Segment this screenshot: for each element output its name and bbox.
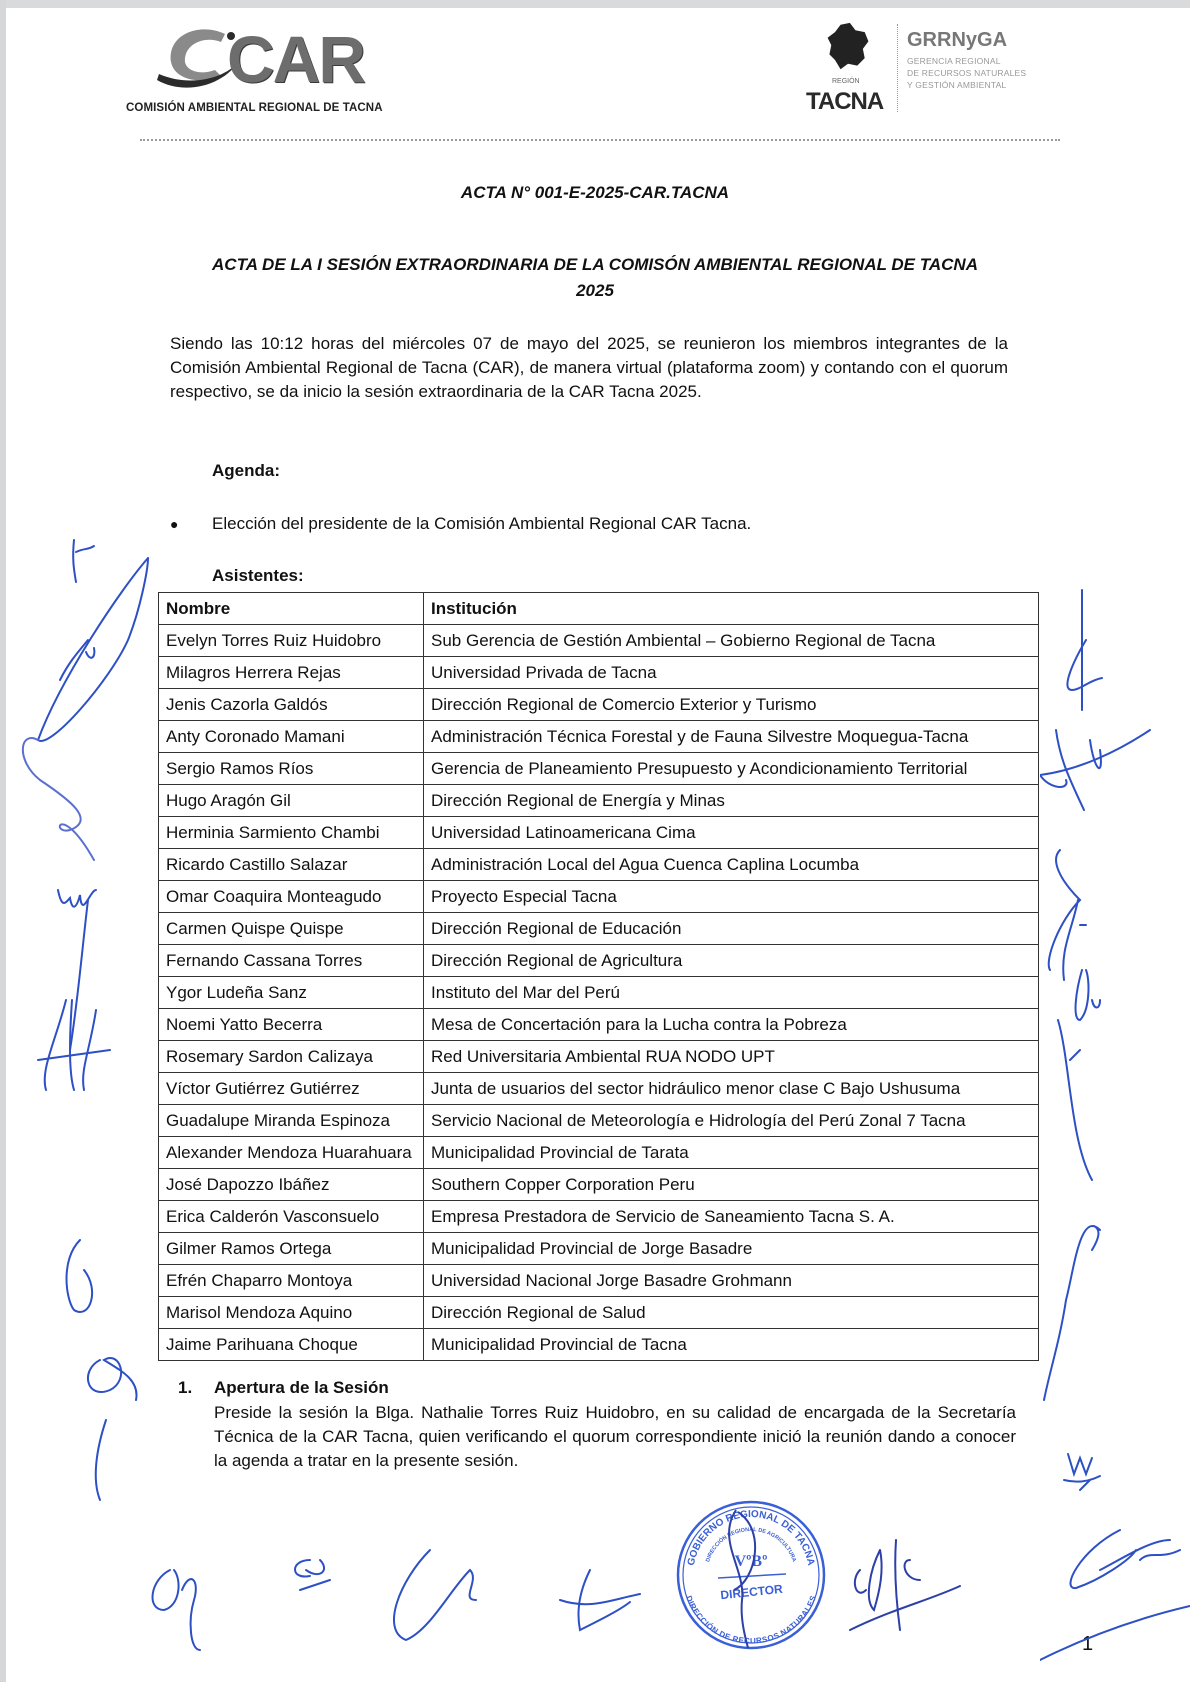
signature-mark	[88, 1358, 137, 1400]
attendees-heading: Asistentes:	[212, 566, 304, 585]
table-row	[159, 625, 1039, 657]
table-row	[159, 1201, 1039, 1233]
margin-signatures-left	[0, 530, 150, 1250]
attendee-institution: Red Universitaria Ambiental RUA NODO UPT	[424, 1041, 1039, 1073]
attendee-institution: Junta de usuarios del sector hidráulico menor clase C Bajo Ushusuma	[424, 1073, 1039, 1105]
table-row	[159, 753, 1039, 785]
attendee-name: Rosemary Sardon Calizaya	[159, 1041, 424, 1073]
attendee-name: Omar Coaquira Monteagudo	[159, 881, 424, 913]
signature-mark	[73, 540, 94, 582]
official-stamp	[676, 1500, 826, 1650]
office-line: GERENCIA REGIONAL	[907, 56, 1001, 66]
signature-mark	[560, 1570, 640, 1630]
attendee-name: Milagros Herrera Rejas	[159, 657, 424, 689]
table-row	[159, 881, 1039, 913]
attendee-institution: Dirección Regional de Salud	[424, 1297, 1039, 1329]
header-divider	[140, 139, 1060, 141]
table-row	[159, 1233, 1039, 1265]
attendee-name: Sergio Ramos Ríos	[159, 753, 424, 785]
signature-mark	[23, 738, 94, 860]
letterhead	[0, 0, 1190, 145]
section-title: Apertura de la Sesión	[214, 1378, 389, 1397]
signature-mark	[60, 640, 94, 680]
attendee-institution: Empresa Prestadora de Servicio de Saneamiento Tacna S. A.	[424, 1201, 1039, 1233]
region-label: REGIÓN	[832, 78, 860, 85]
attendee-institution: Universidad Latinoamericana Cima	[424, 817, 1039, 849]
attendee-name: Ygor Ludeña Sanz	[159, 977, 424, 1009]
stamp-inner-top: DIRECCIÓN REGIONAL DE AGRICULTURA	[705, 1526, 797, 1563]
attendee-name: Carmen Quispe Quispe	[159, 913, 424, 945]
signature-mark	[1076, 970, 1100, 1020]
margin-signatures-left-lower	[40, 1230, 160, 1510]
document-title: ACTA DE LA I SESIÓN EXTRAORDINARIA DE LA COMISÓN AMBIENTAL REGIONAL DE TACNA	[212, 255, 978, 274]
region-name: TACNA	[806, 88, 884, 115]
document-title-year: 2025	[576, 281, 614, 300]
attendee-institution: Dirección Regional de Energía y Minas	[424, 785, 1039, 817]
table-header-row	[159, 593, 1039, 625]
attendee-institution: Southern Copper Corporation Peru	[424, 1169, 1039, 1201]
document-number: ACTA N° 001-E-2025-CAR.TACNA	[460, 183, 730, 202]
table-row	[159, 817, 1039, 849]
attendee-name: Hugo Aragón Gil	[159, 785, 424, 817]
attendee-name: José Dapozzo Ibáñez	[159, 1169, 424, 1201]
attendee-name: Marisol Mendoza Aquino	[159, 1297, 424, 1329]
agenda-item	[170, 513, 751, 535]
table-row	[159, 913, 1039, 945]
attendee-name: Efrén Chaparro Montoya	[159, 1265, 424, 1297]
table-row	[159, 1105, 1039, 1137]
attendee-institution: Dirección Regional de Comercio Exterior y Turismo	[424, 689, 1039, 721]
attendee-institution: Administración Local del Agua Cuenca Caplina Locumba	[424, 849, 1039, 881]
signature-mark	[1064, 1454, 1100, 1490]
gobierno-regional-logo	[800, 18, 1060, 122]
signature-mark	[67, 1240, 93, 1312]
signature-mark	[1044, 1226, 1100, 1400]
signature-mark	[1058, 1020, 1092, 1180]
table-row	[159, 977, 1039, 1009]
intro-paragraph: Siendo las 10:12 horas del miércoles 07 de mayo del 2025, se reunieron los miembros integrantes de la Comisión Ambiental Regional de Tacna (CAR), de manera virtual (plataforma zoom) y contando con el quorum respectivo, se da inicio la sesión extraordinaria de la CAR Tacna 2025.	[170, 334, 1008, 401]
attendee-name: Anty Coronado Mamani	[159, 721, 424, 753]
stamp-outer-bottom: DIRECCIÓN DE RECURSOS NATURALES	[684, 1594, 818, 1646]
signature-mark	[153, 1570, 200, 1650]
attendee-name: Evelyn Torres Ruiz Huidobro	[159, 625, 424, 657]
signature-mark	[96, 1420, 106, 1500]
column-header-nombre: Nombre	[159, 593, 424, 625]
table-row	[159, 1297, 1039, 1329]
signature-mark	[1040, 730, 1150, 810]
signature-mark	[1040, 1606, 1190, 1660]
section-paragraph: Preside la sesión la Blga. Nathalie Torres Ruiz Huidobro, en su calidad de encargada de la Secretaría Técnica de la CAR Tacna, quien verificando el quorum correspondiente inició la reunión dando a conocer la agenda a tratar en la presente sesión.	[214, 1403, 1016, 1470]
attendee-name: Guadalupe Miranda Espinoza	[159, 1105, 424, 1137]
attendee-name: Ricardo Castillo Salazar	[159, 849, 424, 881]
signature-mark	[394, 1550, 476, 1640]
attendee-name: Jenis Cazorla Galdós	[159, 689, 424, 721]
attendee-institution: Municipalidad Provincial de Jorge Basadre	[424, 1233, 1039, 1265]
page-number: 1	[1082, 1633, 1094, 1655]
table-row	[159, 1137, 1039, 1169]
car-logo-subtitle: COMISIÓN AMBIENTAL REGIONAL DE TACNA	[126, 102, 383, 114]
attendee-institution: Sub Gerencia de Gestión Ambiental – Gobierno Regional de Tacna	[424, 625, 1039, 657]
signature-bottom-right	[1040, 1440, 1190, 1680]
attendee-institution: Municipalidad Provincial de Tarata	[424, 1137, 1039, 1169]
signature-mark	[38, 1000, 110, 1090]
signature-director	[840, 1530, 1040, 1650]
attendee-institution: Instituto del Mar del Perú	[424, 977, 1039, 1009]
signature-mark	[70, 900, 88, 1050]
agenda-item-text: Elección del presidente de la Comisión Ambiental Regional CAR Tacna.	[212, 514, 752, 533]
attendee-institution: Proyecto Especial Tacna	[424, 881, 1039, 913]
section-number: 1.	[178, 1378, 193, 1397]
table-row	[159, 1041, 1039, 1073]
signature-mark	[38, 558, 148, 741]
bullet-icon: ●	[170, 516, 179, 532]
car-logo	[155, 22, 364, 97]
table-row	[159, 1329, 1039, 1361]
attendee-institution: Gerencia de Planeamiento Presupuesto y Acondicionamiento Territorial	[424, 753, 1039, 785]
stamp-role: DIRECTOR	[719, 1581, 784, 1603]
logo-divider	[897, 24, 898, 112]
car-logo-text: CAR	[227, 22, 364, 96]
attendee-institution: Municipalidad Provincial de Tacna	[424, 1329, 1039, 1361]
table-row	[159, 1169, 1039, 1201]
attendee-institution: Servicio Nacional de Meteorología e Hidrología del Perú Zonal 7 Tacna	[424, 1105, 1039, 1137]
signature-mark	[1070, 1530, 1180, 1588]
table-row	[159, 689, 1039, 721]
attendee-name: Gilmer Ramos Ortega	[159, 1233, 424, 1265]
tacna-map-icon	[822, 20, 874, 74]
attendee-institution: Universidad Privada de Tacna	[424, 657, 1039, 689]
table-row	[159, 657, 1039, 689]
stamp-outer-top: GOBIERNO REGIONAL DE TACNA	[685, 1508, 817, 1567]
table-row	[159, 945, 1039, 977]
agenda-heading: Agenda:	[212, 461, 280, 480]
margin-signatures-right	[1040, 580, 1190, 1420]
attendee-name: Fernando Cassana Torres	[159, 945, 424, 977]
signature-mark	[1067, 590, 1102, 710]
section-heading	[178, 1377, 1016, 1399]
attendee-name: Víctor Gutiérrez Gutiérrez	[159, 1073, 424, 1105]
attendee-name: Alexander Mendoza Huarahuara	[159, 1137, 424, 1169]
table-row	[159, 721, 1039, 753]
attendee-institution: Dirección Regional de Educación	[424, 913, 1039, 945]
office-acronym: GRRNyGA	[907, 29, 1008, 51]
office-line: DE RECURSOS NATURALES	[907, 68, 1027, 78]
attendee-name: Noemi Yatto Becerra	[159, 1009, 424, 1041]
signature-mark	[734, 1512, 755, 1590]
scan-edge-left	[0, 0, 6, 1682]
office-line: Y GESTIÓN AMBIENTAL	[907, 80, 1007, 90]
table-row	[159, 1073, 1039, 1105]
table-row	[159, 1009, 1039, 1041]
attendee-institution: Universidad Nacional Jorge Basadre Grohmann	[424, 1265, 1039, 1297]
table-row	[159, 849, 1039, 881]
attendee-name: Jaime Parihuana Choque	[159, 1329, 424, 1361]
signature-mark	[850, 1586, 960, 1630]
signature-mark	[855, 1540, 920, 1630]
signature-mark	[1049, 850, 1086, 980]
signatures-bottom	[130, 1510, 670, 1680]
section-block	[178, 1377, 1016, 1473]
attendee-institution: Dirección Regional de Agricultura	[424, 945, 1039, 977]
table-row	[159, 785, 1039, 817]
attendee-name: Herminia Sarmiento Chambi	[159, 817, 424, 849]
column-header-institucion: Institución	[424, 593, 1039, 625]
signature-mark	[295, 1560, 330, 1590]
table-row	[159, 1265, 1039, 1297]
signature-mark	[58, 890, 96, 907]
attendee-name: Erica Calderón Vasconsuelo	[159, 1201, 424, 1233]
attendee-institution: Administración Técnica Forestal y de Fauna Silvestre Moquegua-Tacna	[424, 721, 1039, 753]
attendees-table	[158, 592, 1039, 1361]
stamp-center: VºBº	[734, 1553, 768, 1570]
attendee-institution: Mesa de Concertación para la Lucha contra la Pobreza	[424, 1009, 1039, 1041]
